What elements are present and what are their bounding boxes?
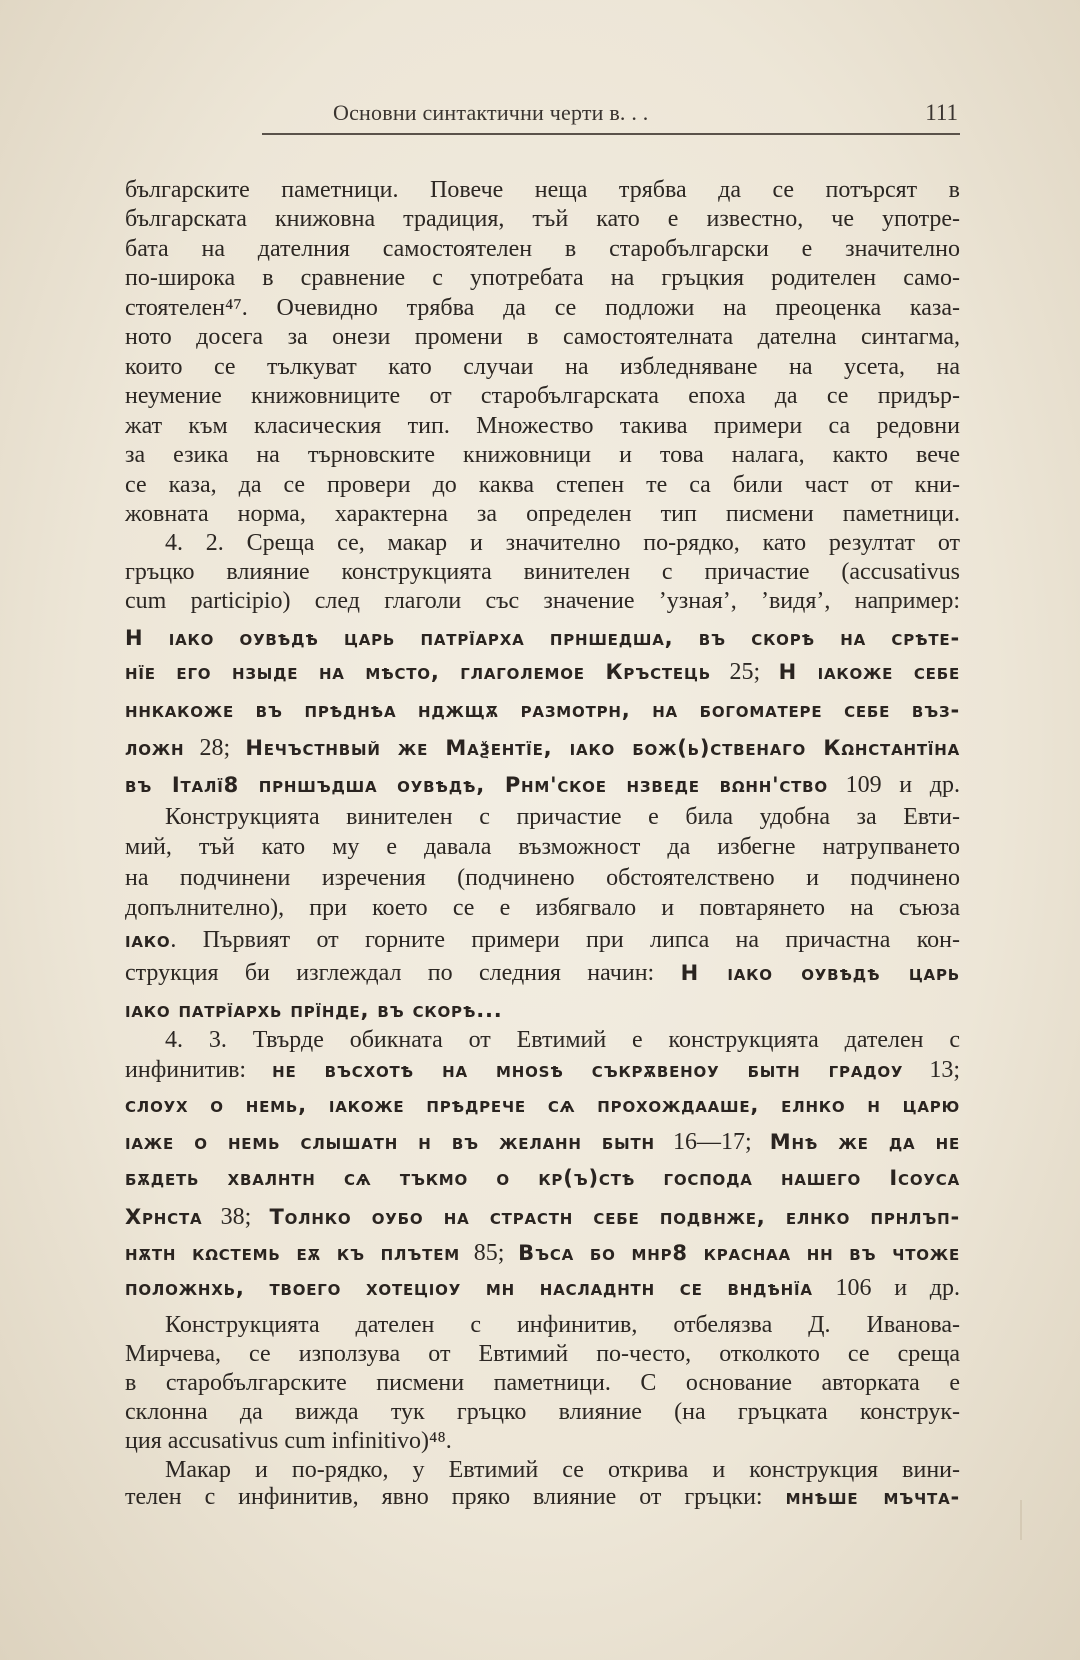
text-line	[125, 995, 960, 1025]
line-text: струкция би изглеждал по следния начин:	[125, 960, 681, 986]
church-slavonic-quote: нїе его нзыде на мѣсто, глаголемое Кръстець	[125, 660, 711, 684]
line-text: склонна да вижда тук гръцко влияние (на гръцката конструк-	[125, 1399, 960, 1425]
line-text: допълнително), при което се е избягвало и повтарянето на съюза	[125, 895, 960, 921]
text-line	[125, 925, 960, 955]
line-text: българските паметници. Повече неща трябва да се потърсят в	[125, 177, 960, 203]
text-line	[125, 893, 960, 923]
line-text: Конструкцията дателен с инфинитив, отбелязва Д. Иванова-	[165, 1312, 960, 1338]
church-slavonic-quote: Н ıако оувѣдѣ царь патрїарха прншедша, въ скорѣ на срѣте-	[125, 626, 960, 650]
text-line	[125, 557, 960, 587]
text-line	[125, 863, 960, 893]
text-line	[125, 733, 960, 763]
line-text: стоятелен⁴⁷. Очевидно трябва да се подложи на преоценка каза-	[125, 295, 960, 321]
line-text: ция accusativus cum infinitivo)⁴⁸.	[125, 1428, 452, 1454]
text-line	[125, 175, 960, 205]
line-text: гръцко влияние конструкцията винителен с причастие (accusativus	[125, 559, 960, 585]
line-text: Конструкцията винителен с причастие е била удобна за Евти-	[165, 804, 960, 830]
text-line	[125, 322, 960, 352]
text-line	[125, 657, 960, 687]
line-text: се каза, да се провери до каква степен те са били част от кни-	[125, 472, 960, 498]
line-text: жовната норма, характерна за определен тип писмени паметници.	[125, 501, 960, 527]
church-slavonic-quote: ıако патрїархь прїнде, въ скорѣ...	[125, 998, 503, 1022]
church-slavonic-quote: ложн	[125, 736, 185, 760]
church-slavonic-quote: Толнко оубо на страстн себе подвнже, елнко прнлъп-	[269, 1205, 960, 1229]
text-line	[125, 381, 960, 411]
text-line	[125, 1090, 960, 1120]
text-line	[125, 586, 960, 616]
text-line	[125, 1397, 960, 1427]
line-text: Макар и по-рядко, у Евтимий се открива и конструкция вини-	[165, 1457, 960, 1483]
church-slavonic-quote: нѫтн кωстемь еѫ къ плътем	[125, 1241, 460, 1265]
scan-edge-mark	[1020, 1500, 1022, 1540]
text-line	[125, 204, 960, 234]
text-line	[125, 234, 960, 264]
text-line	[125, 695, 960, 725]
text-line	[125, 1238, 960, 1268]
running-head-title: Основни синтактични черти в. . .	[333, 100, 649, 125]
line-text: 85;	[460, 1240, 519, 1266]
line-text: инфинитив:	[125, 1057, 273, 1083]
line-text: мий, тъй като му е давала възможност да избегне натрупването	[125, 834, 960, 860]
line-text: 28;	[184, 735, 246, 761]
church-slavonic-quote: бѫдеть хвалнтн сѧ тъкмо о кр(ъ)стѣ господа нашего Ісоуса	[125, 1166, 960, 1190]
line-text: на подчинени изречения (подчинено обстоятелствено и подчинено	[125, 865, 960, 891]
line-text: cum participio) след глаголи със значение ’узная’, ’видя’, например:	[125, 588, 960, 614]
text-line	[125, 1202, 960, 1232]
text-line	[125, 770, 960, 800]
text-line	[125, 1482, 960, 1512]
church-slavonic-quote: Хрнста	[125, 1205, 203, 1229]
page-number: 111	[925, 100, 958, 125]
church-slavonic-quote: въ Італї8 прншъдша оувѣдѣ, Рнм'ское нзведе вωнн'ство	[125, 773, 828, 797]
line-text: 38;	[202, 1204, 270, 1230]
church-slavonic-quote: мнѣше мъчта-	[785, 1485, 960, 1509]
church-slavonic-quote: Въса бо мнр8 краснаа нн въ чтоже	[518, 1241, 960, 1265]
line-text: по-широка в сравнение с употребата на гръцкия родителен само-	[125, 265, 960, 291]
text-line	[125, 470, 960, 500]
text-line	[165, 528, 960, 558]
text-line	[125, 293, 960, 323]
church-slavonic-quote: Нечъстнвый же Маѯентїе, ıако бож(ь)ственаго Кωнстантїна	[245, 736, 961, 760]
line-text: неумение книжовниците от старобългарската епоха да се придър-	[125, 383, 960, 409]
church-slavonic-quote: Н ıакоже себе	[778, 660, 960, 684]
line-text: 109 и др.	[827, 772, 960, 798]
church-slavonic-quote: ıако	[125, 928, 171, 952]
line-text: за езика на търновските книжовници и това налага, както вече	[125, 442, 960, 468]
text-line	[165, 802, 960, 832]
line-text: 106 и др.	[812, 1275, 960, 1301]
line-text: 13;	[903, 1057, 961, 1083]
line-text: жат към класическия тип. Множество такива примери са редовни	[125, 413, 960, 439]
text-line	[165, 1455, 960, 1485]
text-line	[125, 411, 960, 441]
text-line	[125, 832, 960, 862]
line-text: българската книжовна традиция, тъй като е известно, че употре-	[125, 206, 960, 232]
line-text: 25;	[710, 659, 779, 685]
text-line	[125, 1127, 960, 1157]
line-text: в старобългарските писмени паметници. С основание авторката е	[125, 1370, 960, 1396]
line-text: бата на дателния самостоятелен в старобългарски е значително	[125, 236, 960, 262]
line-text: 4. 3. Твърде обикната от Евтимий е конструкцията дателен с	[165, 1027, 960, 1053]
text-line	[125, 263, 960, 293]
text-line	[125, 1368, 960, 1398]
line-text: 4. 2. Среща се, макар и значително по-рядко, като резултат от	[165, 530, 960, 556]
line-text: ното досега за онези промени в самостоятелната дателна синтагма,	[125, 324, 960, 350]
header-rule	[262, 133, 960, 135]
text-line	[125, 623, 960, 653]
line-text: Мирчева, се използува от Евтимий по-често, отколкото се среща	[125, 1341, 960, 1367]
text-line	[125, 1426, 960, 1456]
line-text: телен с инфинитив, явно пряко влияние от гръцки:	[125, 1484, 786, 1510]
text-line	[125, 1055, 960, 1085]
text-line	[125, 1339, 960, 1369]
text-line	[125, 440, 960, 470]
church-slavonic-quote: слоух о немь, ıакоже прѣдрече сѧ прохождааше, елнко н царю	[125, 1093, 960, 1117]
church-slavonic-quote: Мнѣ же да не	[769, 1130, 960, 1154]
line-text: . Първият от горните примери при липса на причастна кон-	[170, 927, 960, 953]
church-slavonic-quote: Н ıако оувѣдѣ царь	[680, 961, 960, 985]
text-line	[125, 1163, 960, 1193]
church-slavonic-quote: положнхь, твоего хотецıоу мн насладнтн се вндѣнїа	[125, 1276, 813, 1300]
text-line	[125, 958, 960, 988]
text-line	[165, 1310, 960, 1340]
church-slavonic-quote: ıаже о немь слышатн н въ желанн бытн	[125, 1130, 655, 1154]
text-line	[165, 1025, 960, 1055]
church-slavonic-quote: ннкакоже въ прѣднѣа нджщѫ размотрн, на богоматере себе въз-	[125, 698, 960, 722]
text-line	[125, 352, 960, 382]
line-text: 16—17;	[654, 1129, 770, 1155]
church-slavonic-quote: не въсхотѣ на мноѕѣ съкрѫвеноу бытн градоу	[272, 1058, 904, 1082]
text-line	[125, 1273, 960, 1303]
text-line	[125, 499, 960, 529]
line-text: които се тълкуват като случаи на избледняване на усета, на	[125, 354, 960, 380]
